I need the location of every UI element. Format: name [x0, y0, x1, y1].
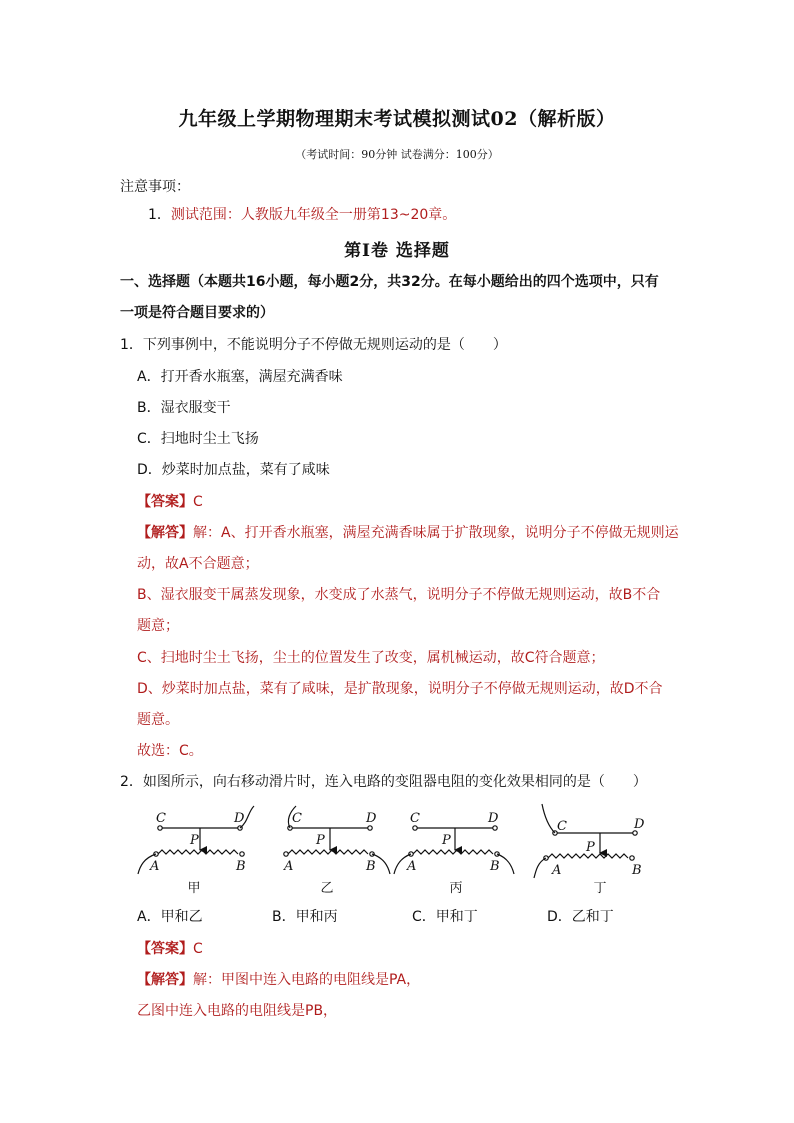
- q1-option-a: A．打开香水瓶塞，满屋充满香味: [137, 369, 343, 385]
- fig-jia-label-c: C: [156, 811, 166, 826]
- fig-jia-label-p: P: [190, 833, 199, 848]
- analysis-text: 解：A、打开香水瓶塞，满屋充满香味属于扩散现象，说明分子不停做无规则运: [193, 525, 679, 541]
- q1-analysis-line-6: D、炒菜时加点盐，菜有了咸味，是扩散现象，说明分子不停做无规则运动，故D不合: [137, 681, 663, 697]
- q2-option-a: A．甲和乙: [137, 909, 203, 925]
- q2-analysis-line-1: [137, 970, 420, 990]
- analysis-tag: 【解答】: [137, 525, 193, 541]
- fig-yi-label-b: B: [366, 859, 376, 874]
- q2-stem: 2．如图所示，向右移动滑片时，连入电路的变阻器电阻的变化效果相同的是（ ）: [120, 774, 647, 790]
- answer-tag: 【答案】: [137, 941, 193, 957]
- answer-tag: 【答案】: [137, 494, 193, 510]
- q1-analysis-line-7: 题意。: [137, 712, 179, 728]
- q2-analysis-line-2: 乙图中连入电路的电阻线是PB，: [137, 1003, 338, 1019]
- fig-bing-label-c: C: [410, 811, 420, 826]
- q1-option-d: D．炒菜时加点盐，菜有了咸味: [137, 462, 330, 478]
- q1-analysis-line-4: 题意；: [137, 618, 179, 634]
- fig-caption-bing: 丙: [449, 881, 463, 896]
- q1-stem: 1．下列事例中，不能说明分子不停做无规则运动的是（ ）: [120, 337, 507, 353]
- fig-jia-label-b: B: [236, 859, 246, 874]
- q1-option-b: B．湿衣服变干: [137, 400, 231, 416]
- fig-caption-jia: 甲: [187, 881, 201, 896]
- page-title: 九年级上学期物理期末考试模拟测试02（解析版）: [178, 108, 616, 130]
- fig-ding-label-c: C: [557, 819, 567, 834]
- q2-option-d: D．乙和丁: [547, 909, 614, 925]
- q1-option-c: C．扫地时尘土飞扬: [137, 431, 259, 447]
- q1-analysis-line-1: [137, 523, 679, 543]
- fig-ding-label-b: B: [632, 863, 642, 878]
- notes-item-text: 测试范围：人教版九年级全一册第13~20章。: [170, 207, 457, 223]
- fig-bing-label-d: D: [488, 811, 499, 826]
- section-instruction-line-1: 一、选择题（本题共16小题，每小题2分，共32分。在每小题给出的四个选项中，只有: [120, 274, 659, 290]
- analysis-text: 解：甲图中连入电路的电阻线是PA，: [193, 972, 421, 988]
- fig-ding-label-d: D: [634, 817, 645, 832]
- fig-ding-label-p: P: [586, 840, 595, 855]
- q1-answer: [137, 492, 203, 512]
- q2-rheostat-figures: [130, 800, 670, 900]
- analysis-tag: 【解答】: [137, 972, 193, 988]
- fig-yi-label-c: C: [292, 811, 302, 826]
- exam-info: （考试时间：90分钟 试卷满分：100分）: [295, 148, 499, 161]
- notes-heading: 注意事项：: [120, 179, 190, 195]
- fig-bing-label-b: B: [490, 859, 500, 874]
- q1-analysis-line-3: B、湿衣服变干属蒸发现象，水变成了水蒸气，说明分子不停做无规则运动，故B不合: [137, 587, 661, 603]
- q2-option-b: B．甲和丙: [272, 909, 338, 925]
- fig-jia-label-a: A: [150, 859, 160, 874]
- fig-yi-label-a: A: [284, 859, 294, 874]
- notes-item-1: [148, 205, 456, 225]
- fig-yi-label-d: D: [366, 811, 377, 826]
- fig-bing-label-a: A: [407, 859, 417, 874]
- section-instruction-line-2: 一项是符合题目要求的）: [120, 305, 274, 321]
- answer-value: C: [193, 941, 203, 957]
- q2-option-c: C．甲和丁: [412, 909, 478, 925]
- section-title: 第Ⅰ卷 选择题: [344, 241, 450, 261]
- fig-bing-label-p: P: [442, 833, 451, 848]
- fig-jia-label-d: D: [234, 811, 245, 826]
- q2-answer: [137, 939, 203, 959]
- fig-caption-ding: 丁: [593, 881, 607, 896]
- q1-analysis-line-5: C、扫地时尘土飞扬，尘土的位置发生了改变，属机械运动，故C符合题意；: [137, 650, 605, 666]
- q1-analysis-line-2: 动，故A不合题意；: [137, 556, 259, 572]
- answer-value: C: [193, 494, 203, 510]
- fig-ding-label-a: A: [552, 863, 562, 878]
- fig-caption-yi: 乙: [320, 881, 334, 896]
- q1-conclusion: 故选：C。: [137, 743, 203, 759]
- fig-yi-label-p: P: [316, 833, 325, 848]
- notes-item-number: 1．: [148, 207, 171, 223]
